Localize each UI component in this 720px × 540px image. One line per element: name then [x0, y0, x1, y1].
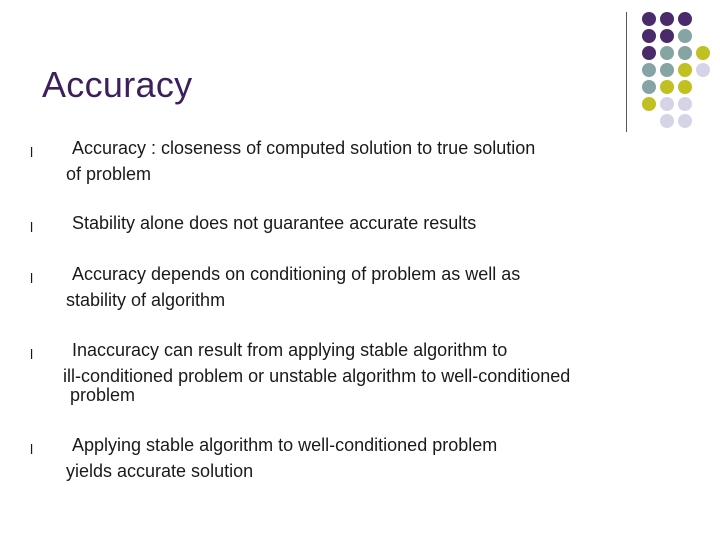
bullet-text-line: ill-conditioned problem or unstable algorithm to well-conditioned — [63, 366, 571, 386]
bullet-text-line: of problem — [66, 164, 152, 184]
bullet-text-line: yields accurate solution — [66, 461, 254, 481]
bullet-marker: l — [30, 219, 34, 235]
bullet-text-line: Accuracy : closeness of computed solution to true solution — [72, 138, 536, 158]
bullet-marker: l — [30, 346, 34, 362]
bullet-text-line: stability of algorithm — [66, 290, 226, 310]
bullet-marker: l — [30, 144, 34, 160]
bullet-marker: l — [30, 270, 34, 286]
bullet-text-line: problem — [70, 385, 136, 405]
bullet-text-line: Stability alone does not guarantee accurate results — [72, 213, 477, 233]
bullet-marker: l — [30, 441, 34, 457]
bullet-text-line: Applying stable algorithm to well-conditioned problem — [72, 435, 498, 455]
slide-title: Accuracy — [42, 64, 193, 105]
bullet-text-line: Accuracy depends on conditioning of problem as well as — [72, 264, 521, 284]
bullet-text-line: Inaccuracy can result from applying stable algorithm to — [72, 340, 508, 360]
